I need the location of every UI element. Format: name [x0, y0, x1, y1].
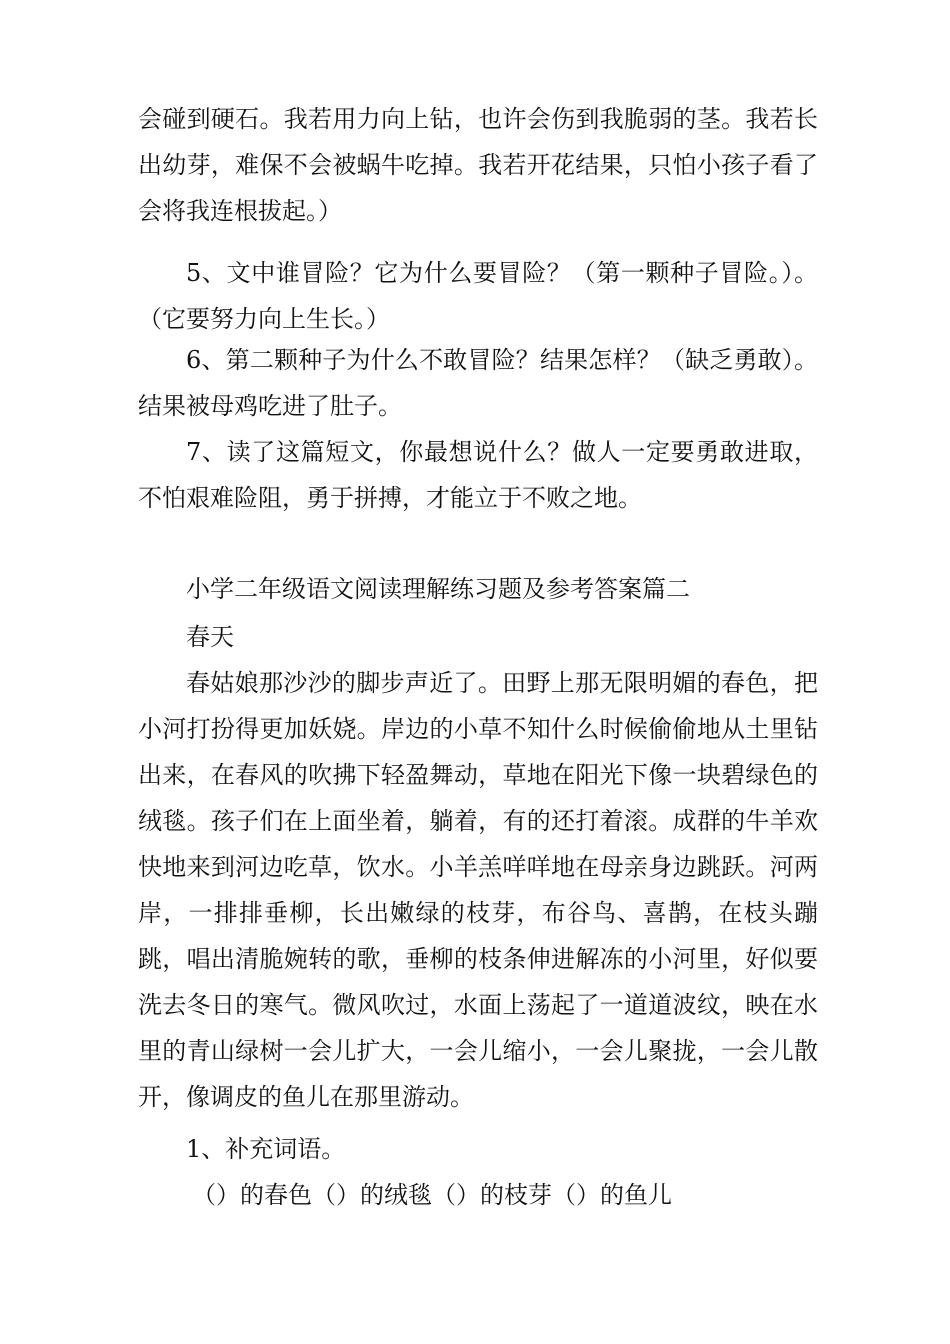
question-7: 7、读了这篇短文，你最想说什么？做人一定要勇敢进取，不怕艰难险阻，勇于拼搏，才能立于不败之地。 — [138, 438, 818, 512]
fill-in-blanks: （）的春色（）的绒毯（）的枝芽（）的鱼儿 — [192, 1181, 672, 1209]
passage-body: 春姑娘那沙沙的脚步声近了。田野上那无限明媚的春色，把小河打扮得更加妖娆。岸边的小草不知什么时候偷偷地从土里钻出来，在春风的吹拂下轻盈舞动，草地在阳光下像一块碧绿色的绒毯。孩子们在上面坐着，躺着，有的还打着滚。成群的牛羊欢快地来到河边吃草，饮水。小羊羔咩咩地在母亲身边跳跃。河两岸，一排排垂柳，长出嫩绿的枝芽，布谷鸟、喜鹊，在枝头蹦跳，唱出清脆婉转的歌，垂柳的枝条伸进解冻的小河里，好似要洗去冬日的寒气。微风吹过，水面上荡起了一道道波纹，映在水里的青山绿树一会儿扩大，一会儿缩小，一会儿聚拢，一会儿散开，像调皮的鱼儿在那里游动。 — [138, 669, 818, 1111]
question-5: 5、文中谁冒险？它为什么要冒险？（第一颗种子冒险。）。（它要努力向上生长。） — [138, 259, 818, 333]
story-ending-paragraph: 会碰到硬石。我若用力向上钻，也许会伤到我脆弱的茎。我若长出幼芽，难保不会被蜗牛吃掉。我若开花结果，只怕小孩子看了会将我连根拔起。） — [138, 105, 818, 225]
question-1: 1、补充词语。 — [186, 1135, 346, 1163]
section-heading: 小学二年级语文阅读理解练习题及参考答案篇二 — [186, 575, 690, 603]
passage-title: 春天 — [186, 623, 234, 651]
question-6: 6、第二颗种子为什么不敢冒险？结果怎样？（缺乏勇敢）。结果被母鸡吃进了肚子。 — [138, 346, 818, 420]
